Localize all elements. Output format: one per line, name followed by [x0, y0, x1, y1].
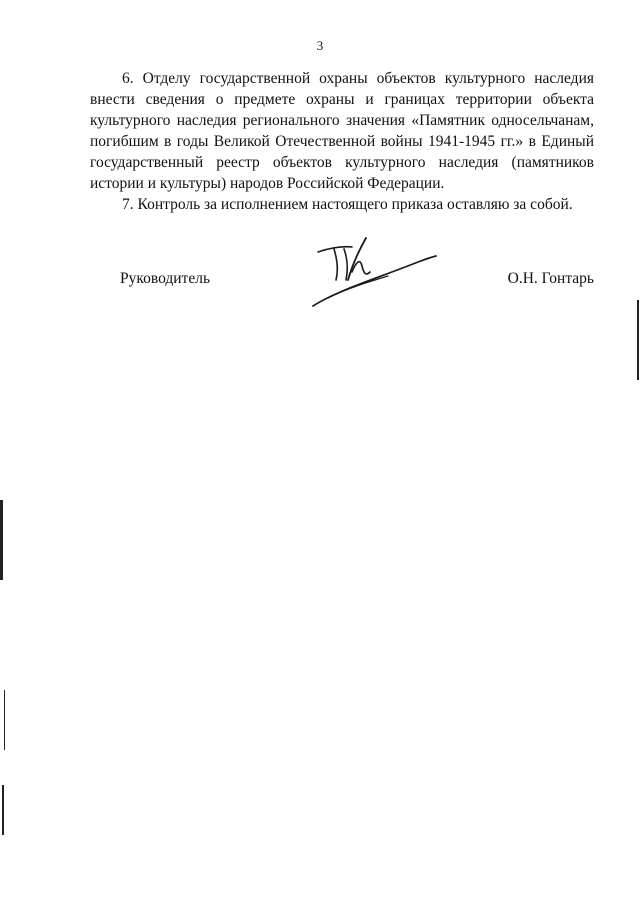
paragraph-7: 7. Контроль за исполнением настоящего приказа оставляю за собой. — [122, 196, 573, 213]
scan-edge-mark-right — [637, 300, 639, 380]
paragraph-6: 6. Отделу государственной охраны объектов культурного наследия внести сведения о предмете охраны и границах территории объекта культурного наследия регионального значения «Памятник односельчанам, погибшим в годы Великой Отечественной войны 1941-1945 гг.» в Единый государственный реестр объектов культурного наследия (памятников истории и культуры) народов Российской Федерации. — [90, 70, 594, 192]
scan-edge-mark-left-1 — [0, 500, 3, 580]
signatory-name: О.Н. Гонтарь — [507, 270, 594, 287]
scan-edge-mark-left-2 — [4, 690, 5, 750]
scan-edge-mark-left-3 — [2, 785, 4, 835]
page-number: 3 — [316, 38, 324, 53]
handwritten-signature — [308, 232, 438, 314]
signatory-title: Руководитель — [120, 270, 211, 287]
document-body — [90, 68, 594, 215]
